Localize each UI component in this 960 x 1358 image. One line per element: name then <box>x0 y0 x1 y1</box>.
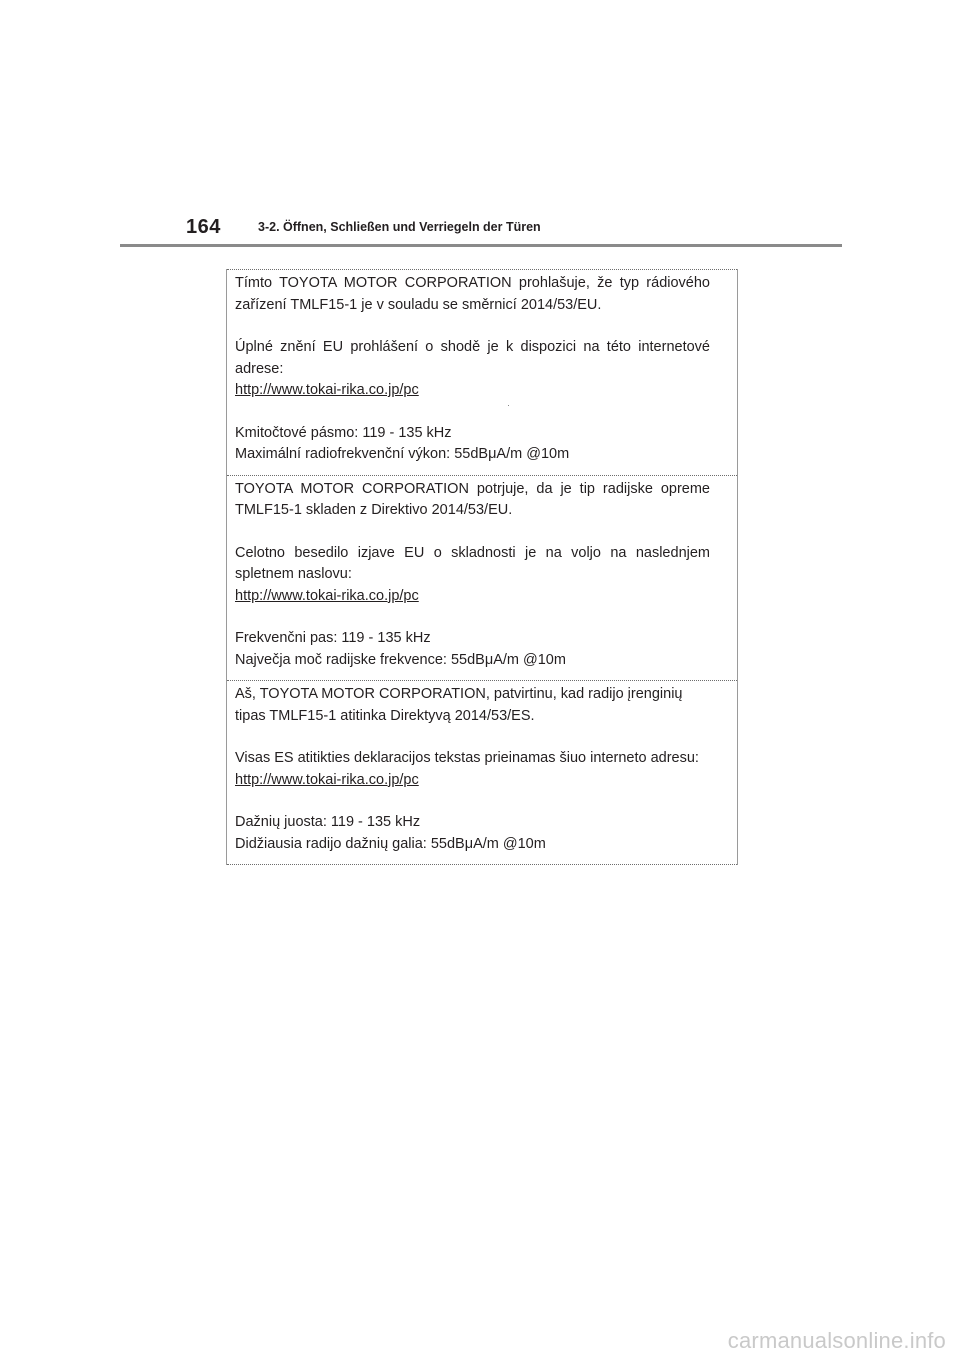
spacer <box>235 316 710 337</box>
page-header <box>0 0 960 250</box>
frequency-band: Kmitočtové pásmo: 119 - 135 kHz <box>235 424 452 441</box>
declaration-intro: Aš, TOYOTA MOTOR CORPORATION, patvirtinu, kad radijo įrenginių tipas TMLF15-1 atitinka Direktyvą 2014/53/ES. <box>235 686 683 724</box>
declaration-intro: Tímto TOYOTA MOTOR CORPORATION prohlašuje, že typ rádiového zařízení TMLF15-1 je v souladu se směrnicí 2014/53/EU. <box>235 275 710 313</box>
declaration-url-link[interactable]: http://www.tokai-rika.co.jp/pc <box>235 382 419 398</box>
page-number: 164 <box>186 216 221 238</box>
declaration-url-link[interactable]: http://www.tokai-rika.co.jp/pc <box>235 771 419 788</box>
declaration-block-czech <box>227 269 737 475</box>
declaration-text: Celotno besedilo izjave EU o skladnosti je na voljo na naslednjem spletnem naslovu: <box>235 544 710 582</box>
declaration-intro: TOYOTA MOTOR CORPORATION potrjuje, da je tip radijske opreme TMLF15-1 skladen z Direktivo 2014/53/EU. <box>235 480 710 518</box>
declaration-block-lithuanian <box>227 680 737 865</box>
stray-dot <box>508 405 509 406</box>
watermark: carmanualsonline.info <box>727 1328 946 1353</box>
declaration-table <box>226 269 738 865</box>
max-power: Največja moč radijske frekvence: 55dBμA/m @10m <box>235 651 566 668</box>
spacer <box>235 727 710 748</box>
max-power: Didžiausia radijo dažnių galia: 55dBμA/m @10m <box>235 835 546 852</box>
declaration-url-link[interactable]: http://www.tokai-rika.co.jp/pc <box>235 587 419 604</box>
spacer <box>235 402 710 423</box>
declaration-text: Visas ES atitikties deklaracijos tekstas prieinamas šiuo interneto adresu: <box>235 750 699 766</box>
spacer <box>235 607 710 628</box>
frequency-band: Frekvenčni pas: 119 - 135 kHz <box>235 630 431 646</box>
spacer <box>235 791 710 812</box>
declaration-text: Úplné znění EU prohlášení o shodě je k dispozici na této internetové adrese: <box>235 339 710 377</box>
frequency-band: Dažnių juosta: 119 - 135 kHz <box>235 814 421 830</box>
header-rule <box>120 244 842 247</box>
spacer <box>235 522 710 543</box>
declaration-block-slovenian <box>227 475 737 681</box>
max-power: Maximální radiofrekvenční výkon: 55dBμA/m @10m <box>235 446 570 462</box>
section-title: 3-2. Öffnen, Schließen und Verriegeln der Türen <box>258 220 541 234</box>
